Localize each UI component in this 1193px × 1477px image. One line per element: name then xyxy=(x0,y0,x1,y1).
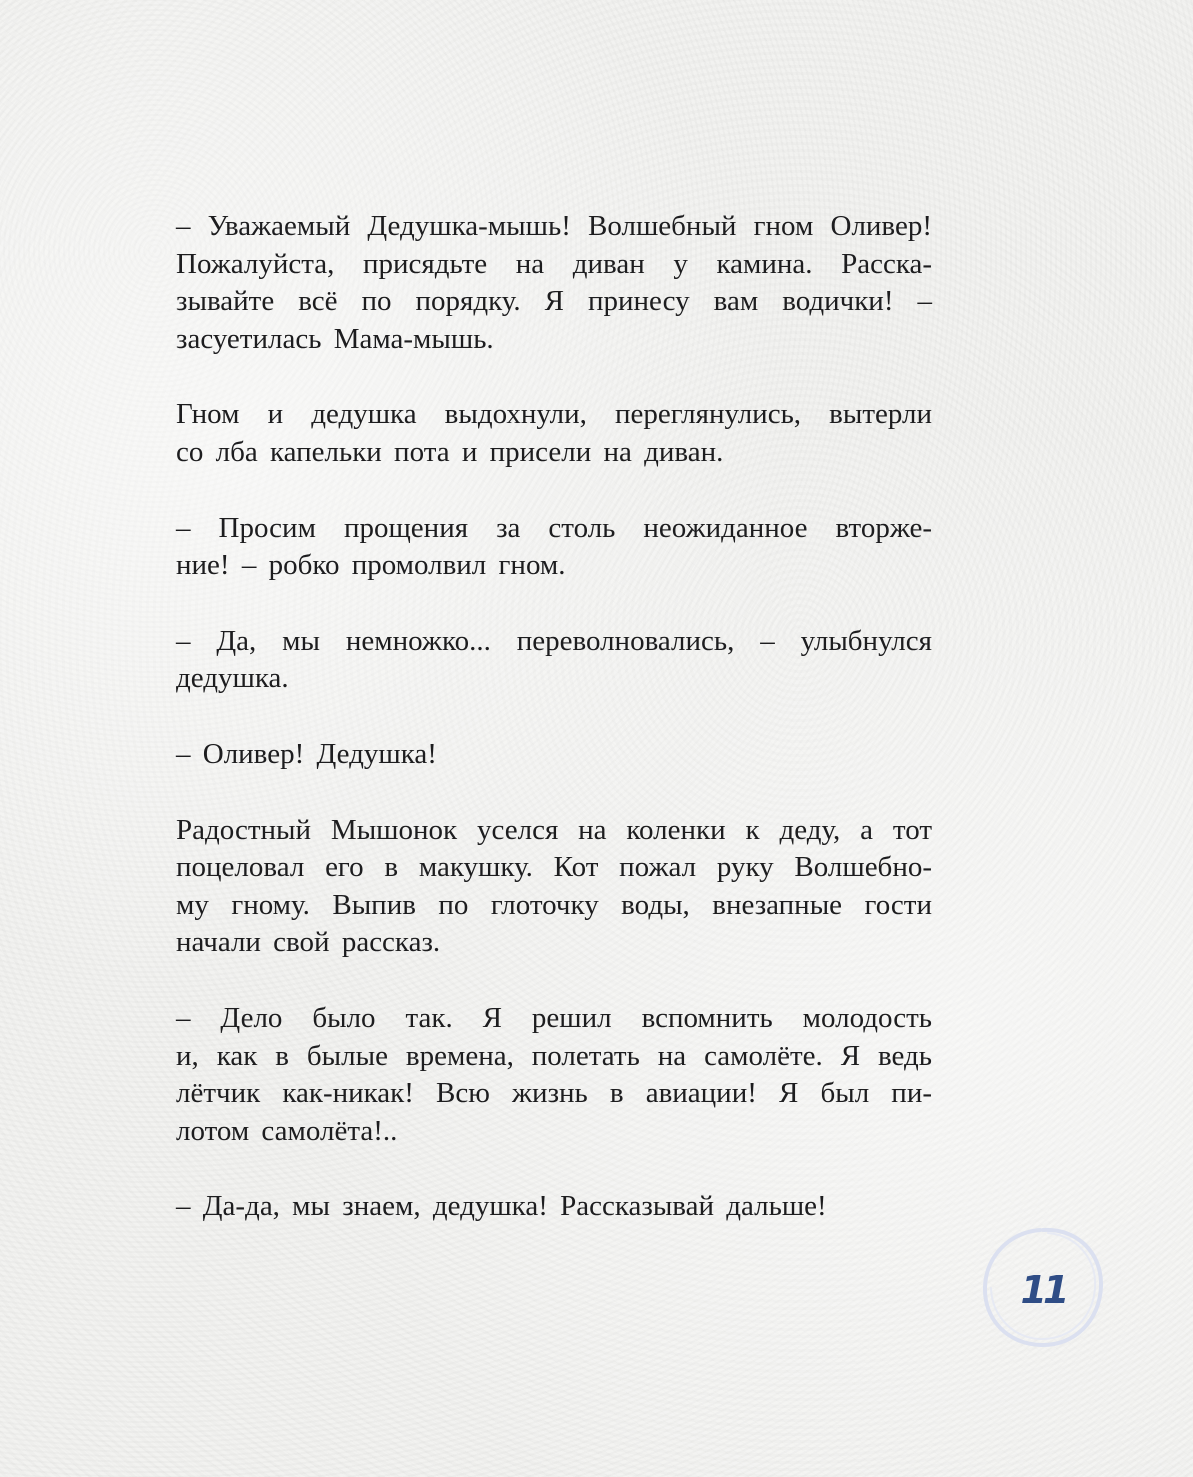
text-line: начали свой рассказ. xyxy=(176,926,441,959)
text-line: – Уважаемый Дедушка-мышь! Волшебный гном Оливер! xyxy=(176,210,932,242)
text-line: дедушка. xyxy=(176,662,289,695)
paragraph xyxy=(176,812,932,962)
text-line: лотом самолёта!.. xyxy=(176,1114,398,1147)
text-line: засуетилась Мама-мышь. xyxy=(176,322,494,355)
text-line: – Просим прощения за столь неожиданное вторже- xyxy=(176,511,932,544)
text-line: – Да, мы немножко... переволновались, – улыбнулся xyxy=(176,624,932,657)
paragraph xyxy=(176,1000,932,1150)
paragraph xyxy=(176,736,932,774)
page-number: 11 xyxy=(1020,1268,1066,1312)
story-text xyxy=(176,208,932,1264)
text-line: – Оливер! Дедушка! xyxy=(176,737,437,770)
text-line: Гном и дедушка выдохнули, переглянулись, вытерли xyxy=(176,398,932,431)
paragraph xyxy=(176,396,932,471)
page-number-badge xyxy=(978,1222,1108,1352)
paragraph xyxy=(176,510,932,585)
paragraph xyxy=(176,208,932,358)
paragraph xyxy=(176,623,932,698)
text-line: – Да-да, мы знаем, дедушка! Рассказывай дальше! xyxy=(176,1190,827,1223)
text-line: Радостный Мышонок уселся на коленки к деду, а тот xyxy=(176,813,932,846)
text-line: поцеловал его в макушку. Кот пожал руку Волшебно- xyxy=(176,851,932,884)
text-line: со лба капельки пота и присели на диван. xyxy=(176,435,724,468)
text-line: и, как в былые времена, полетать на самолёте. Я ведь xyxy=(176,1039,932,1072)
text-line: зывайте всё по порядку. Я принесу вам водички! – xyxy=(176,285,932,318)
text-line: ние! – робко промолвил гном. xyxy=(176,549,566,582)
paragraph xyxy=(176,1188,932,1226)
text-line: – Дело было так. Я решил вспомнить молодость xyxy=(176,1001,932,1034)
text-line: му гному. Выпив по глоточку воды, внезапные гости xyxy=(176,888,932,921)
text-line: Пожалуйста, присядьте на диван у камина. Расска- xyxy=(176,247,932,280)
text-line: лётчик как-никак! Всю жизнь в авиации! Я был пи- xyxy=(176,1077,932,1110)
